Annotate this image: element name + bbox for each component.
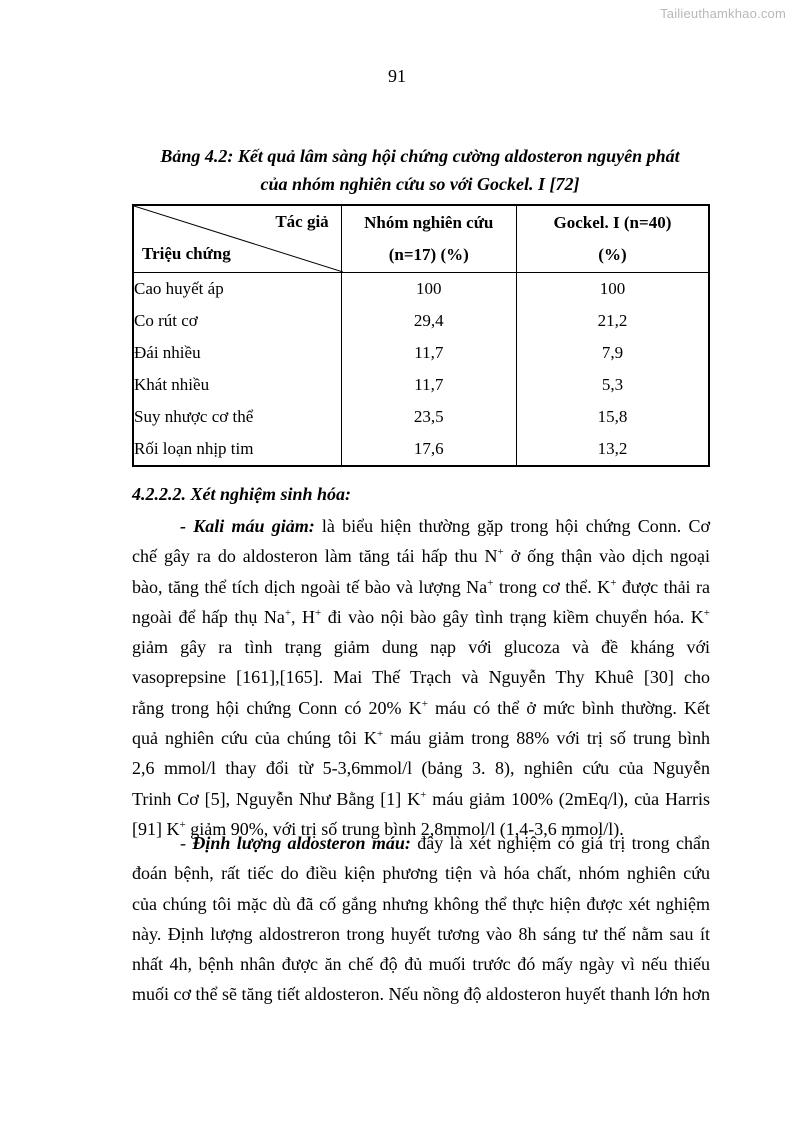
table-row [133, 337, 709, 369]
paragraph-lead: - Kali máu giảm: [180, 516, 315, 536]
table-row [133, 433, 709, 466]
gockel-value-cell: 100 [599, 279, 626, 298]
table-caption [120, 142, 720, 198]
header-gockel-line-1: Gockel. I (n=40) [553, 213, 672, 232]
text-run: ngoài để hấp thụ Na [132, 606, 285, 627]
superscript-plus: + [610, 576, 617, 589]
text-run: chế gây ra do aldosteron làm tăng tái hấp thu N [132, 546, 498, 567]
paragraph-potassium [132, 511, 710, 844]
text-run: máu giảm 100% (2mEq/l), của Harris [426, 788, 710, 809]
symptom-cell: Cao huyết áp [133, 273, 341, 306]
text-run: máu có thể ở mức bình thường. Kết [427, 697, 711, 718]
text-line [132, 828, 710, 858]
text-run: - [180, 833, 193, 853]
text-line: 2,6 mmol/l thay đổi từ 5-3,6mmol/l (bảng 3. 8), nghiên cứu của Nguyễn [132, 758, 710, 779]
header-symptom-label: Triệu chứng [142, 244, 231, 263]
text-run: trong cơ thể. K [493, 576, 611, 597]
text-line [132, 602, 710, 632]
symptom-cell: Rối loạn nhịp tim [133, 433, 341, 466]
text-line [132, 511, 710, 541]
paragraph-aldosterone [132, 828, 710, 1010]
symptom-cell: Đái nhiều [133, 337, 341, 369]
superscript-plus: + [703, 606, 710, 619]
watermark: Tailieuthamkhao.com [660, 6, 786, 21]
text-line [132, 723, 710, 753]
text-run: [91] K [132, 818, 180, 839]
superscript-plus: + [179, 818, 186, 831]
superscript-plus: + [420, 788, 427, 801]
text-run: , H [291, 606, 316, 627]
table-row [133, 273, 709, 306]
symptom-cell: Suy nhược cơ thể [133, 401, 341, 433]
study-value-cell: 29,4 [341, 305, 516, 337]
text-run: được thải ra [616, 576, 710, 597]
text-run: đi vào nội bào gây tình trạng kiềm chuyển hóa. K [321, 606, 704, 627]
superscript-plus: + [376, 728, 384, 741]
page-number: 91 [388, 66, 406, 86]
text-line: giảm gây ra tình trạng giảm dung nạp với glucoza và đề kháng với [132, 637, 710, 658]
diagonal-header-cell [133, 205, 341, 273]
header-author-label: Tác giả [275, 212, 329, 231]
gockel-value-cell: 5,3 [601, 375, 624, 394]
study-value-cell: 100 [341, 273, 516, 306]
text-run: bào, tăng thể tích dịch ngoài tế bào và lượng Na [132, 576, 488, 597]
superscript-plus: + [315, 606, 322, 619]
study-value-cell: 11,7 [341, 369, 516, 401]
text-line [132, 572, 710, 602]
text-line: của chúng tôi mặc dù đã cố gắng nhưng không thể thực hiện được xét nghiệm [132, 893, 710, 914]
text-run: là biểu hiện thường gặp trong hội chứng Conn. Cơ [314, 516, 710, 536]
superscript-plus: + [497, 546, 504, 559]
study-value-cell: 17,6 [341, 433, 516, 466]
superscript-plus: + [284, 606, 292, 619]
superscript-plus: + [421, 697, 428, 710]
text-line [132, 784, 710, 814]
table-row [133, 369, 709, 401]
text-line: đoán bệnh, rất tiếc do điều kiện phương tiện và hóa chất, nhóm nghiên cứu [132, 863, 710, 884]
header-gockel [516, 205, 709, 273]
header-gockel-line-2: (%) [598, 245, 627, 264]
text-line: vasoprepsine [161],[165]. Mai Thế Trạch và Nguyễn Thy Khuê [30] cho [132, 667, 710, 688]
symptom-cell: Khát nhiều [133, 369, 341, 401]
text-run: ở ống thận vào dịch ngoại [503, 546, 710, 567]
text-run: đây là xét nghiệm có giá trị trong chẩn [410, 833, 711, 853]
text-line: nhất 4h, bệnh nhân được ăn chế độ đủ muối trước đó mấy ngày vì nếu thiếu [132, 954, 710, 975]
header-study-line-1: Nhóm nghiên cứu [364, 213, 494, 232]
text-line: muối cơ thể sẽ tăng tiết aldosteron. Nếu nồng độ aldosteron huyết thanh lớn hơn [132, 984, 710, 1005]
header-study-group [341, 205, 516, 273]
paragraph-lead: Định lượng aldosteron máu: [192, 833, 411, 853]
text-run: máu giảm trong 88% với trị số trung bình [383, 728, 710, 749]
results-table [132, 204, 710, 467]
text-run: giảm 90%, với trị số trung bình 2,8mmol/l (1,4-3,6 mmol/l). [185, 818, 624, 839]
study-value-cell: 23,5 [341, 401, 516, 433]
table-row [133, 305, 709, 337]
section-heading: 4.2.2.2. Xét nghiệm sinh hóa: [132, 484, 352, 504]
gockel-value-cell: 15,8 [597, 407, 628, 426]
study-value-cell: 11,7 [341, 337, 516, 369]
table-row [133, 401, 709, 433]
symptom-cell: Co rút cơ [133, 305, 341, 337]
gockel-value-cell: 13,2 [597, 439, 628, 458]
header-study-line-2: (n=17) (%) [388, 245, 469, 264]
caption-line-2: của nhóm nghiên cứu so với Gockel. I [72] [260, 174, 580, 194]
caption-line-1: Bảng 4.2: Kết quả lâm sàng hội chứng cường aldosteron nguyên phát [160, 146, 680, 166]
gockel-value-cell: 21,2 [597, 311, 628, 330]
text-line [132, 693, 710, 723]
text-line [132, 541, 710, 571]
superscript-plus: + [487, 576, 494, 589]
text-run: rằng trong hội chứng Conn có 20% K [132, 697, 422, 718]
text-run: quả nghiên cứu của chúng tôi K [132, 728, 377, 749]
text-run: Trinh Cơ [5], Nguyễn Như Bằng [1] K [132, 788, 421, 809]
text-line: này. Định lượng aldostreron trong huyết tương vào 8h sáng tư thế nằm sau ít [132, 923, 710, 944]
gockel-value-cell: 7,9 [601, 343, 624, 362]
